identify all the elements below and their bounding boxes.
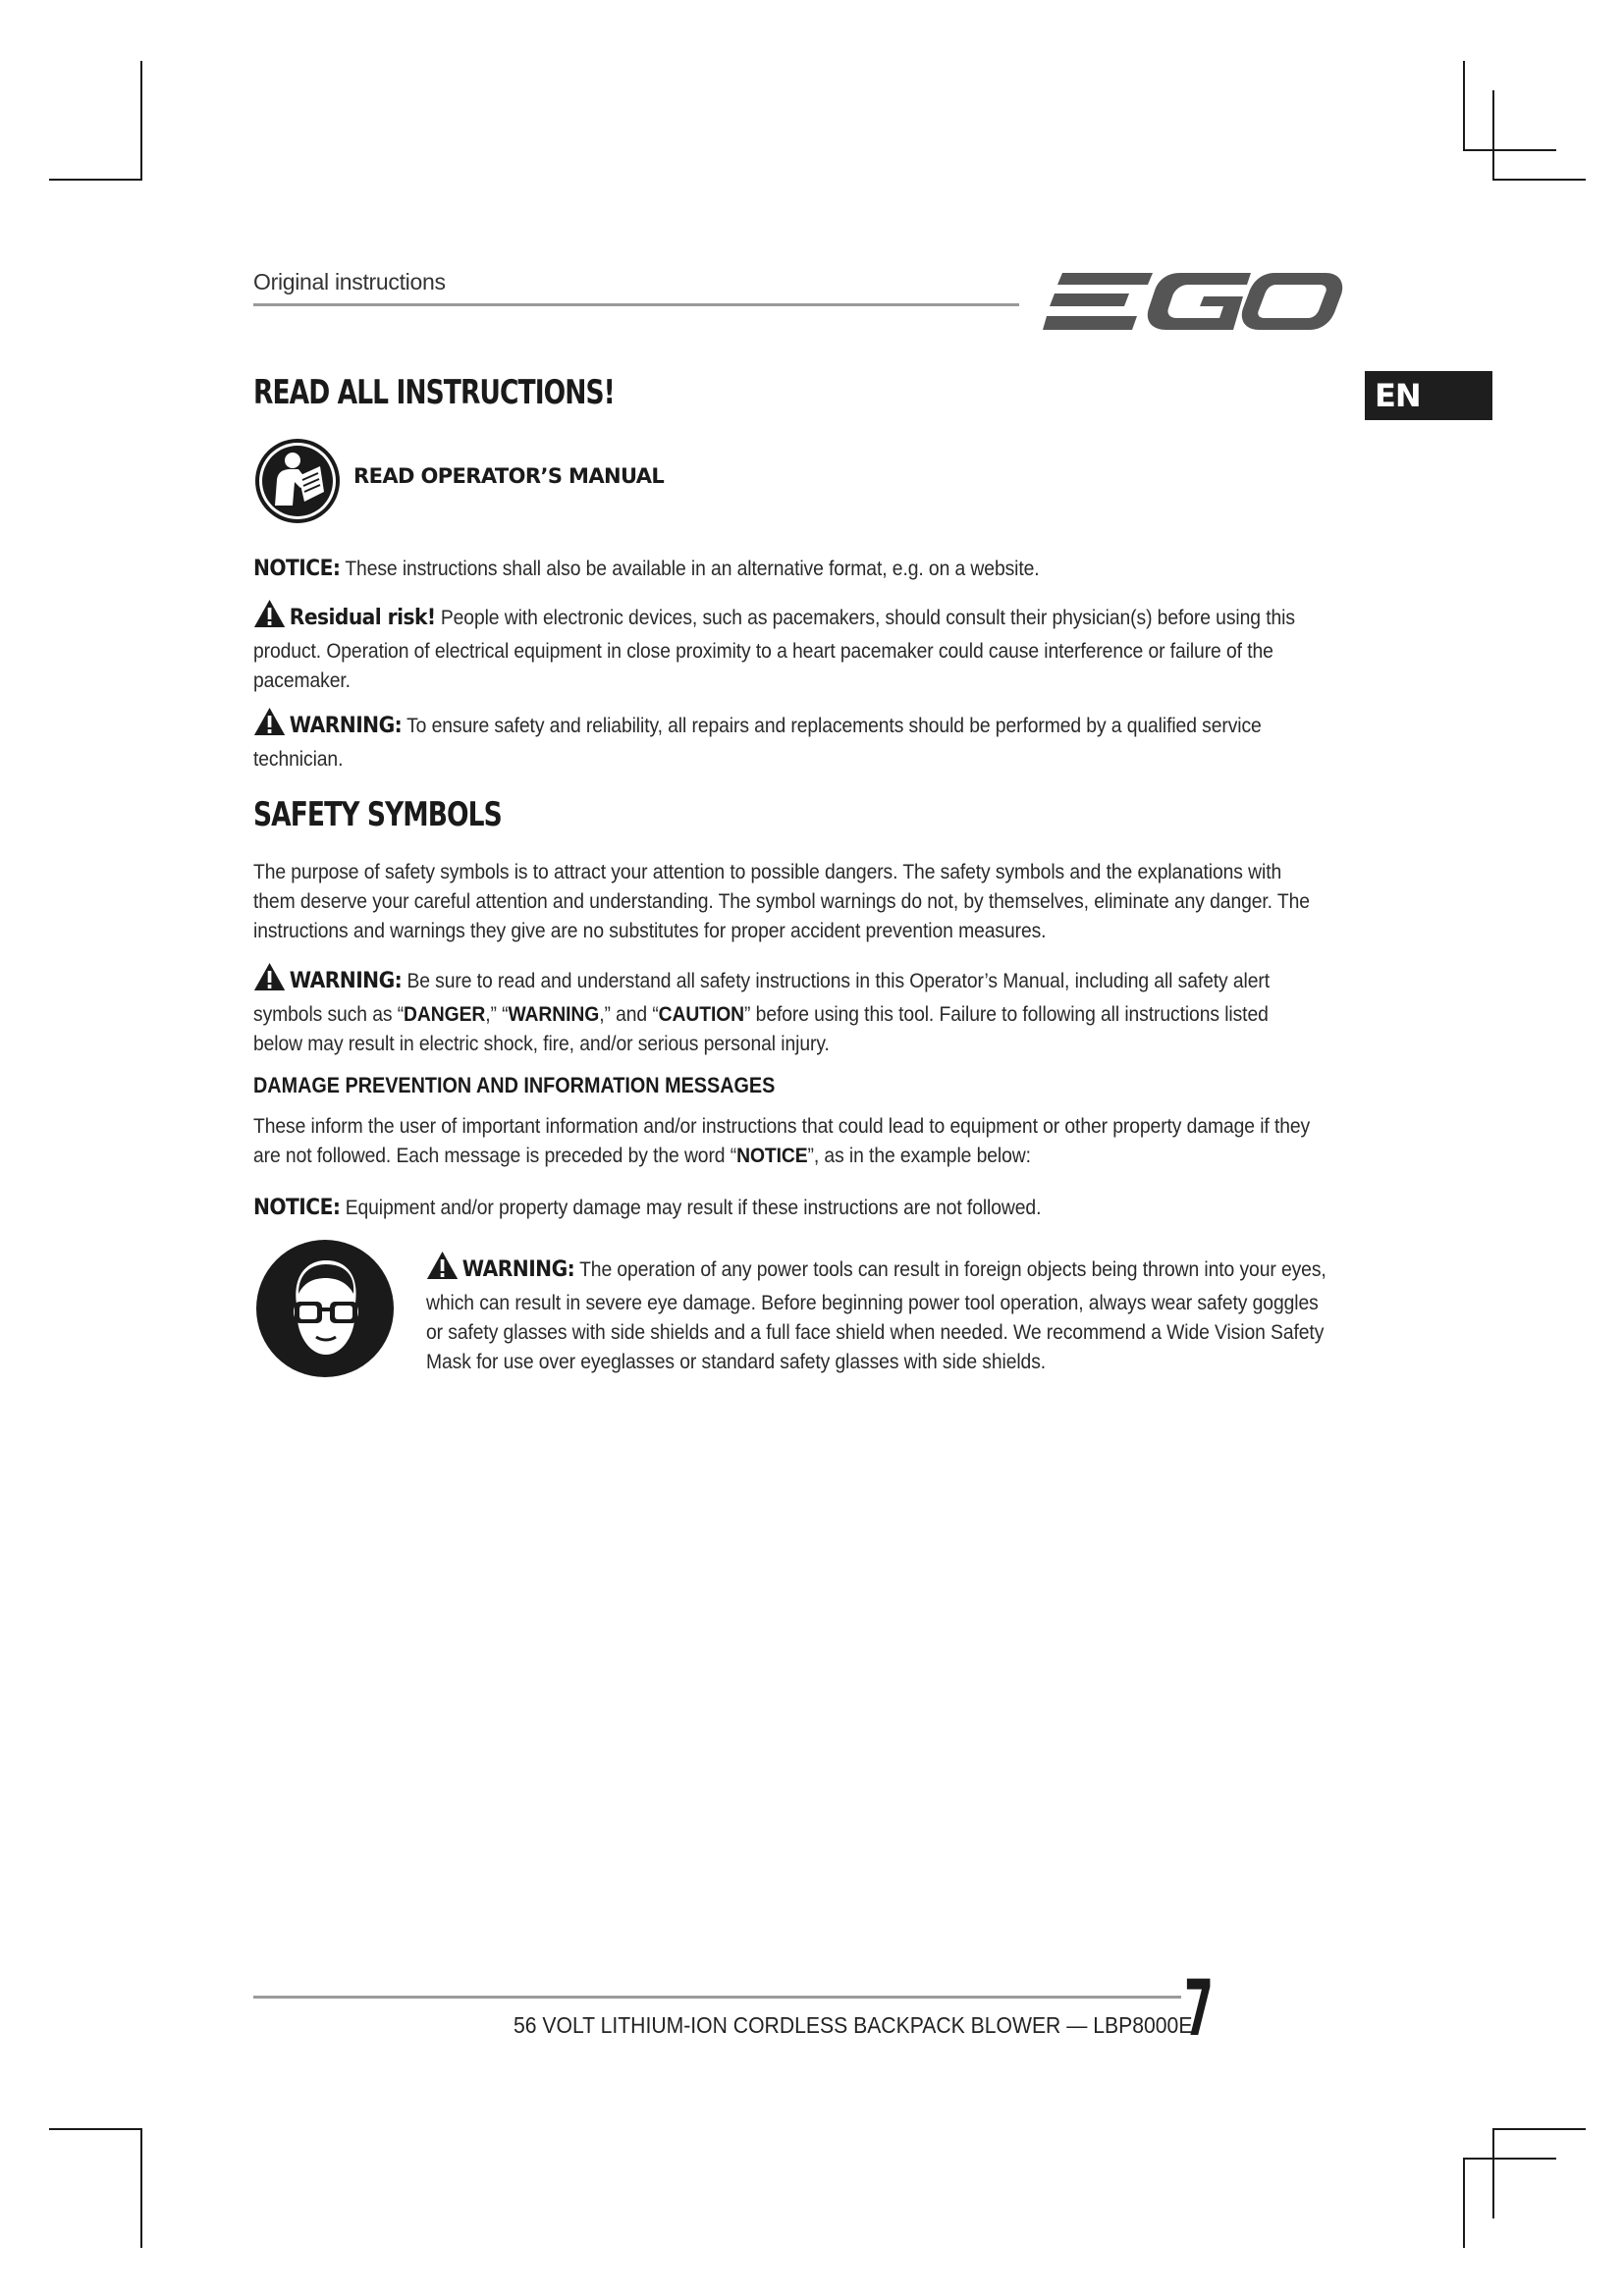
safety-symbols-intro: The purpose of safety symbols is to attract your attention to possible dangers. The safety symbols and the explanations with them deserve your careful attention and understanding. The symbol warnings do not, by themselves, eliminate any danger. The instructions and warnings they give are no substitutes for proper accident prevention measures. (253, 861, 1310, 942)
equipment-notice-paragraph (253, 1194, 1320, 1223)
notice-text: These instructions shall also be available in an alternative format, e.g. on a website. (345, 558, 1040, 580)
footer-divider (253, 1996, 1181, 1999)
manual-warning-text-2: ,” “ (485, 1003, 509, 1026)
warning-triangle-icon (426, 1251, 459, 1289)
danger-word: DANGER (404, 1003, 486, 1026)
damage-prevention-paragraph (253, 1112, 1320, 1171)
residual-risk-text: People with electronic devices, such as pacemakers, should consult their physician(s) before using this product. Operation of electrical equipment in close proximity to a heart pacemaker could cause interference or failure of the pacemaker. (253, 607, 1295, 692)
warning-word: WARNING (508, 1003, 600, 1026)
equipment-notice-lead: NOTICE: (253, 1196, 341, 1220)
eye-protection-icon (255, 1239, 395, 1383)
section-title-read-all: READ ALL INSTRUCTIONS! (253, 373, 615, 412)
section-title-safety-symbols: SAFETY SYMBOLS (253, 795, 502, 834)
eye-warning-text: The operation of any power tools can result in foreign objects being thrown into your eyes, which can result in severe eye damage. Before beginning power tool operation, always wear safety goggles or safety glasses with side shields and a full face shield when needed. We recommend a Wide Vision Safety Mask for use over eyeglasses or standard safety glasses with side shields. (426, 1258, 1326, 1373)
manual-warning-text-1: Be sure to read and understand all safety instructions in this Operator’s Manual, including all safety alert symbols such as “ (253, 970, 1271, 1026)
damage-text-2: ”, as in the example below: (807, 1145, 1031, 1167)
footer-product-title: 56 VOLT LITHIUM-ION CORDLESS BACKPACK BLOWER — LBP8000E (514, 2012, 1193, 2038)
header-label: Original instructions (253, 269, 446, 294)
manual-warning-text-4: ” before using this tool. Failure to following all instructions listed below may result in electric shock, fire, and/or serious personal injury. (253, 1003, 1269, 1055)
manual-warning-text-3: ,” and “ (599, 1003, 659, 1026)
residual-risk-paragraph (253, 599, 1320, 696)
warning-triangle-icon (253, 962, 286, 1000)
page-number: 7 (1184, 1965, 1214, 2054)
notice-word: NOTICE (736, 1145, 808, 1167)
read-manual-icon (253, 437, 342, 530)
damage-prevention-heading: DAMAGE PREVENTION AND INFORMATION MESSAGES (253, 1073, 776, 1097)
header-divider (253, 303, 1019, 306)
manual-warning-lead: WARNING: (289, 969, 403, 993)
warning-triangle-icon (253, 707, 286, 745)
repair-warning-lead: WARNING: (289, 714, 403, 738)
read-manual-label: READ OPERATOR’S MANUAL (353, 464, 665, 488)
equipment-notice-text: Equipment and/or property damage may result if these instructions are not followed. (345, 1197, 1042, 1219)
residual-risk-lead: Residual risk! (289, 606, 436, 630)
notice-paragraph (253, 555, 1320, 584)
language-tab: EN (1365, 371, 1492, 420)
manual-warning-paragraph (253, 962, 1320, 1059)
notice-lead: NOTICE: (253, 557, 341, 581)
warning-triangle-icon (253, 599, 286, 637)
eye-warning-lead: WARNING: (461, 1257, 575, 1282)
repair-warning-paragraph (253, 707, 1320, 774)
eye-warning-paragraph (426, 1251, 1329, 1377)
repair-warning-text: To ensure safety and reliability, all repairs and replacements should be performed by a qualified service technician. (253, 715, 1262, 771)
caution-word: CAUTION (658, 1003, 745, 1026)
brand-logo (1043, 267, 1343, 343)
damage-text-1: These inform the user of important information and/or instructions that could lead to equipment or other property damage if they are not followed. Each message is preceded by the word “ (253, 1115, 1311, 1167)
